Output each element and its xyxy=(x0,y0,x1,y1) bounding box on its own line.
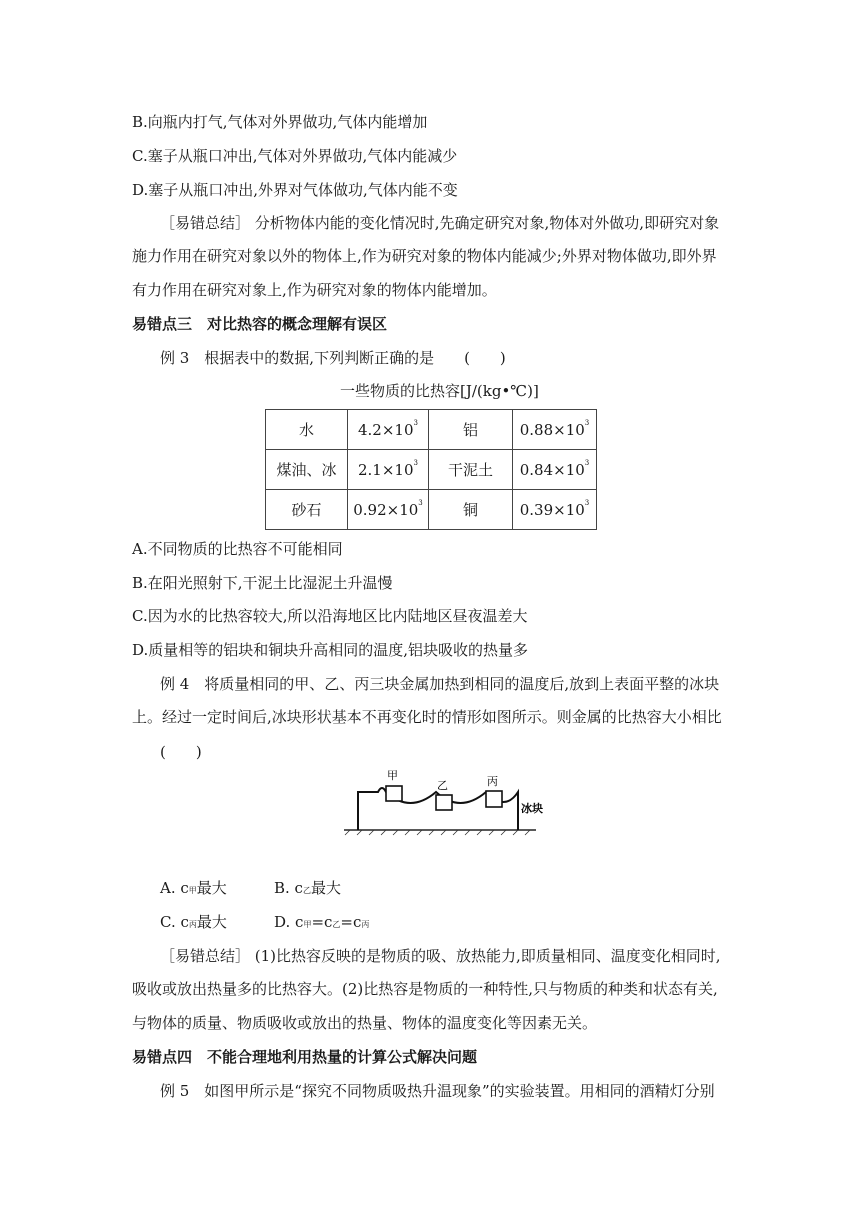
summary2-line2: 施力作用在研究对象以外的物体上,作为研究对象的物体内能减少;外界对物体做功,即外界 xyxy=(132,247,717,265)
table-cell: $0.39\times 10^3$ xyxy=(513,490,597,530)
example5-stem-line1: 例 5 如图甲所示是“探究不同物质吸热升温现象”的实验装置。用相同的酒精灯分别 xyxy=(160,1082,715,1100)
table-cell: 铝 xyxy=(429,410,513,450)
label-yi: 乙 xyxy=(437,779,448,792)
example3-option-c: C.因为水的比热容较大,所以沿海地区比内陆地区昼夜温差大 xyxy=(132,607,528,625)
table-caption: 一些物质的比热容[J/(kg•℃)] xyxy=(340,382,539,400)
example4-option-d: D. c甲=c乙=c丙 xyxy=(274,913,370,931)
section4-heading: 易错点四 不能合理地利用热量的计算公式解决问题 xyxy=(132,1048,478,1066)
example4-stem-line2: 上。经过一定时间后,冰块形状基本不再变化时的情形如图所示。则金属的比热容大小相比 xyxy=(132,708,722,726)
example4-stem-line3: ( ) xyxy=(160,743,202,761)
table-cell: $4.2\times 10^3$ xyxy=(348,410,429,450)
ice-block-figure xyxy=(340,762,543,837)
table-cell: 砂石 xyxy=(266,490,348,530)
summary3-line3: 与物体的质量、物质吸收或放出的热量、物体的温度变化等因素无关。 xyxy=(132,1014,598,1032)
ice-block-diagram xyxy=(340,762,543,837)
label-jia: 甲 xyxy=(387,769,398,782)
table-row xyxy=(266,410,597,450)
table-cell: $0.84\times 10^3$ xyxy=(513,450,597,490)
table-cell: $0.88\times 10^3$ xyxy=(513,410,597,450)
section3-heading: 易错点三 对比热容的概念理解有误区 xyxy=(132,315,388,333)
label-bing: 丙 xyxy=(487,775,498,788)
example4-option-b: B. c乙最大 xyxy=(274,879,341,897)
table-cell: $0.92\times 10^3$ xyxy=(348,490,429,530)
q2-option-c: C.塞子从瓶口冲出,气体对外界做功,气体内能减少 xyxy=(132,147,458,165)
label-ice: 冰块 xyxy=(521,802,543,815)
summary2-line1: ［易错总结］ 分析物体内能的变化情况时,先确定研究对象,物体对外做功,即研究对象 xyxy=(160,214,720,232)
example3-stem: 例 3 根据表中的数据,下列判断正确的是 ( ) xyxy=(160,349,506,367)
summary3-line1: ［易错总结］ (1)比热容反映的是物质的吸、放热能力,即质量相同、温度变化相同时, xyxy=(160,947,721,965)
example4-stem-line1: 例 4 将质量相同的甲、乙、丙三块金属加热到相同的温度后,放到上表面平整的冰块 xyxy=(160,675,720,693)
example3-option-d: D.质量相等的铝块和铜块升高相同的温度,铝块吸收的热量多 xyxy=(132,641,529,659)
q2-option-b: B.向瓶内打气,气体对外界做功,气体内能增加 xyxy=(132,113,428,131)
specific-heat-table xyxy=(265,409,597,530)
table-row xyxy=(266,490,597,530)
table-cell: 煤油、冰 xyxy=(266,450,348,490)
table-cell: 铜 xyxy=(429,490,513,530)
example3-option-a: A.不同物质的比热容不可能相同 xyxy=(132,540,343,558)
metal-block-jia xyxy=(386,786,402,801)
table-cell: 水 xyxy=(266,410,348,450)
metal-block-bing xyxy=(486,791,502,807)
example3-option-b: B.在阳光照射下,干泥土比湿泥土升温慢 xyxy=(132,574,393,592)
summary3-line2: 吸收或放出热量多的比热容大。(2)比热容是物质的一种特性,只与物质的种类和状态有关, xyxy=(132,980,718,998)
q2-option-d: D.塞子从瓶口冲出,外界对气体做功,气体内能不变 xyxy=(132,181,458,199)
example4-option-a: A. c甲最大 xyxy=(160,879,227,897)
table-cell: 干泥土 xyxy=(429,450,513,490)
table-cell: $2.1\times 10^3$ xyxy=(348,450,429,490)
table-row xyxy=(266,450,597,490)
example4-option-c: C. c丙最大 xyxy=(160,913,227,931)
metal-block-yi xyxy=(436,795,452,810)
summary2-line3: 有力作用在研究对象上,作为研究对象的物体内能增加。 xyxy=(132,281,497,299)
